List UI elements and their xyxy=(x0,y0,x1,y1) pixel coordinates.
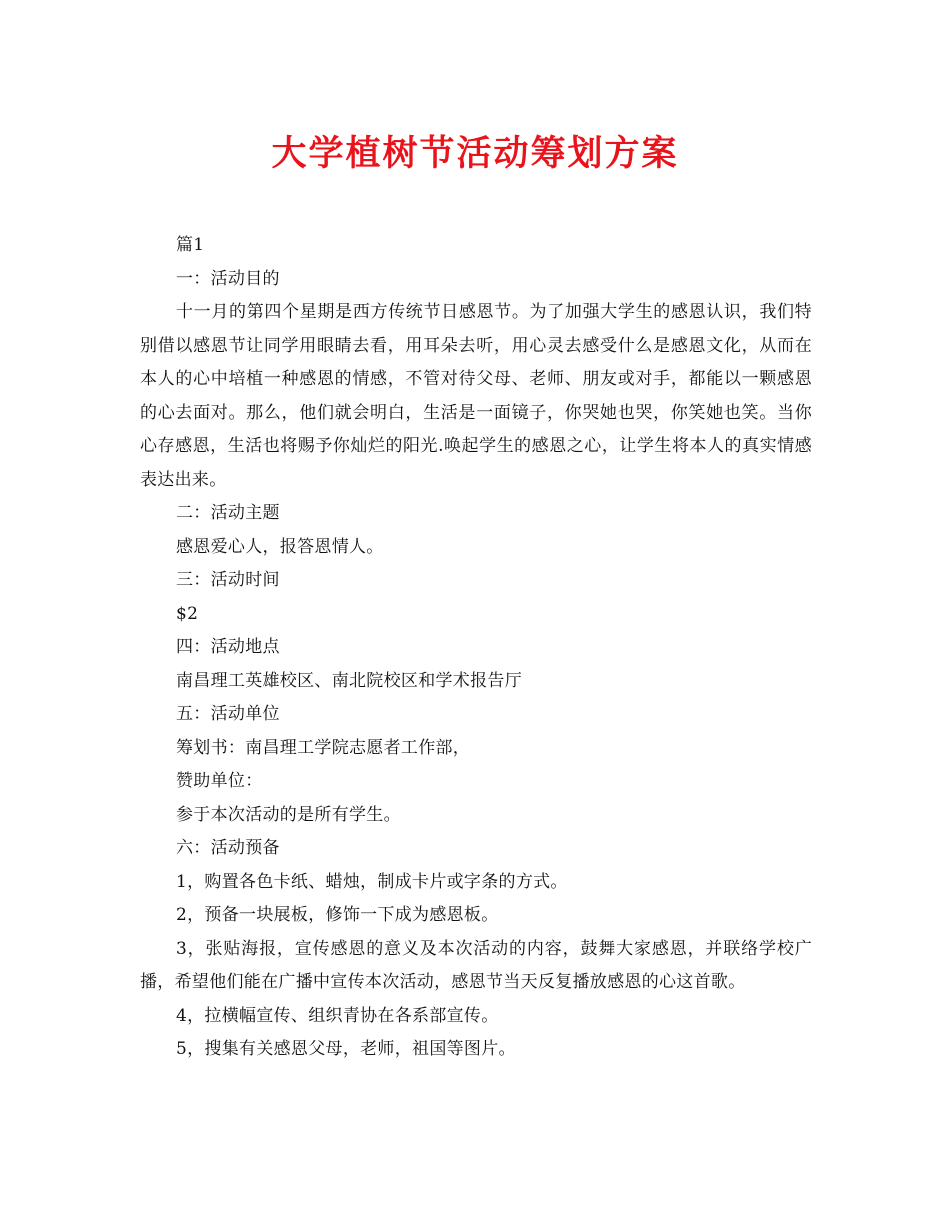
heading-activity-time: 三：活动时间 xyxy=(176,570,280,590)
document-title: 大学植树节活动筹划方案 xyxy=(271,133,679,174)
paragraph-planner-text: 筹划书：南昌理工学院志愿者工作部， xyxy=(176,737,471,758)
heading-activity-units: 五：活动单位 xyxy=(176,704,280,724)
paragraph-purpose-text: 十一月的第四个星期是西方传统节日感恩节。为了加强大学生的感恩认识，我们特别借以感恩节让同学用眼睛去看，用耳朵去听，用心灵去感受什么是感恩文化，从而在本人的心中培植一种感恩的情感，不管对待父母、老师、朋友或对手，都能以一颗感恩的心去面对。那么，他们就会明白，生活是一面镜子，你哭她也哭，你笑她也笑。当你心存感恩，生活也将赐予你灿烂的阳光.唤起学生的感恩之心，让学生将本人的真实情感表达出来。 xyxy=(140,302,812,490)
list-item-prep-2: 2，预备一块展板，修饰一下成为感恩板。 xyxy=(176,905,499,925)
document-body xyxy=(140,229,812,1067)
paragraph-location-text: 南昌理工英雄校区、南北院校区和学术报告厅 xyxy=(176,670,522,691)
paragraph-time-text: $2 xyxy=(176,603,199,624)
list-item-prep-4: 4，拉横幅宣传、组织青协在各系部宣传。 xyxy=(176,1005,499,1026)
heading-activity-location: 四：活动地点 xyxy=(176,637,280,657)
list-item-prep-1: 1，购置各色卡纸、蜡烛，制成卡片或字条的方式。 xyxy=(176,871,568,892)
paragraph-sponsor-text: 赞助单位： xyxy=(176,771,263,791)
list-item-prep-5: 5，搜集有关感恩父母，老师，祖国等图片。 xyxy=(176,1039,516,1059)
paragraph-participants-text: 参于本次活动的是所有学生。 xyxy=(176,804,401,825)
heading-activity-theme: 二：活动主题 xyxy=(176,503,280,523)
list-item-prep-3: 3，张贴海报，宣传感恩的意义及本次活动的内容，鼓舞大家感恩，并联络学校广播，希望他们能在广播中宣传本次活动，感恩节当天反复播放感恩的心这首歌。 xyxy=(140,938,812,992)
paragraph-section-label: 篇1 xyxy=(176,235,205,255)
heading-activity-purpose: 一：活动目的 xyxy=(176,268,280,289)
heading-activity-preparation: 六：活动预备 xyxy=(176,838,280,858)
paragraph-theme-text: 感恩爱心人，报答恩情人。 xyxy=(176,536,384,557)
